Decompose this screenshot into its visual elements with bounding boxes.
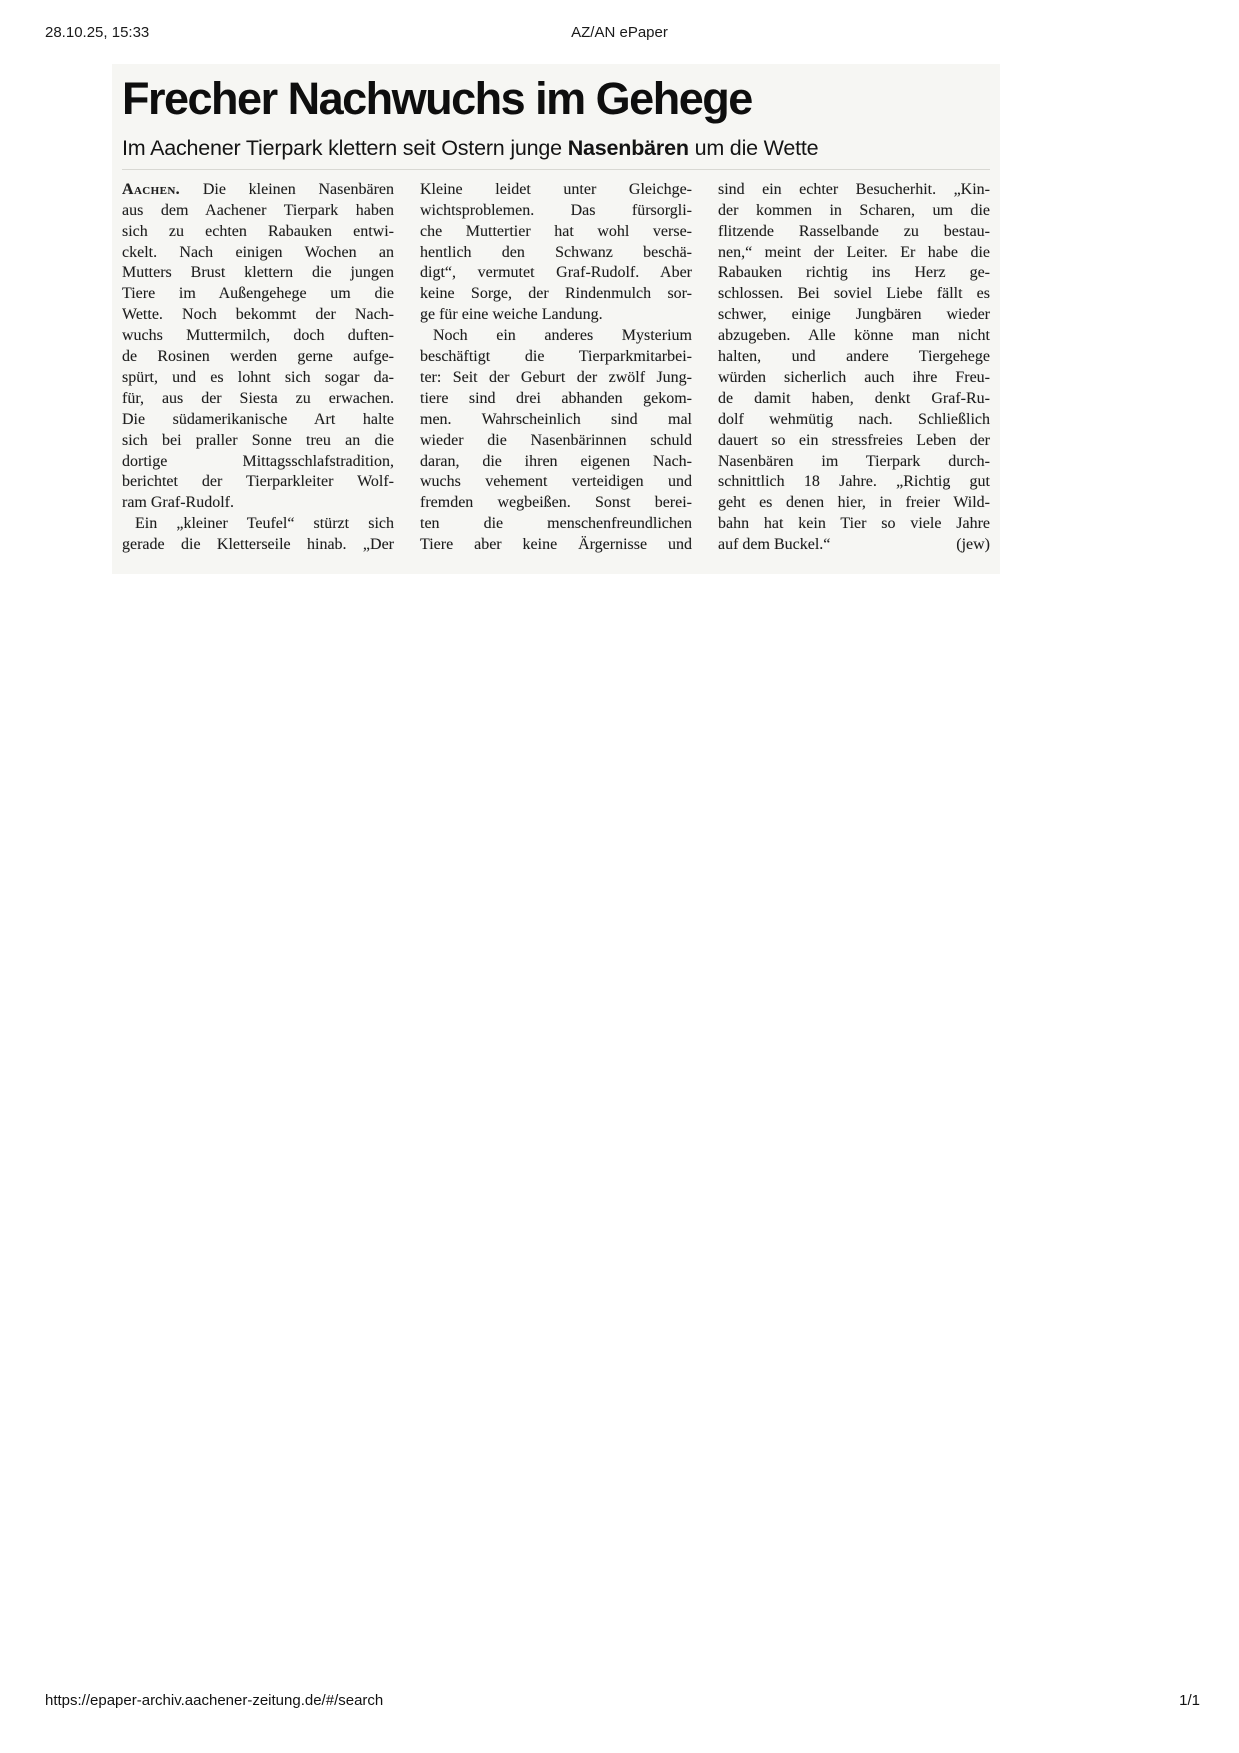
subheadline-text-post: um die Wette [688,135,819,160]
article-line: Rabauken richtig ins Herz ge- [718,264,990,282]
article-line: Wette. Noch bekommt der Nach- [122,306,394,324]
article-line: fremden wegbeißen. Sonst berei- [420,494,692,512]
page-number: 1/1 [1179,1692,1200,1709]
subheadline-text-pre: Im Aachener Tierpark klettern seit Ostern junge [122,135,568,160]
article-line: wuchs vehement verteidigen und [420,473,692,491]
article-line: wichtsproblemen. Das fürsorgli- [420,201,692,219]
article-line: keine Sorge, der Rindenmulch sor- [420,285,692,303]
article-headline: Frecher Nachwuchs im Gehege [122,73,752,124]
article-line: Ein „kleiner Teufel“ stürzt sich [135,515,394,533]
article-line: ten die menschenfreundlichen [420,515,692,533]
article-line: de Rosinen werden gerne aufge- [122,348,394,366]
article-line: spürt, und es lohnt sich sogar da- [122,368,394,386]
article-line: flitzende Rasselbande zu bestau- [718,222,990,240]
article-line: Aachen. Die kleinen Nasenbären [122,180,394,198]
article-line [718,535,990,556]
article-column-2 [420,180,692,556]
article-column-3 [718,180,990,556]
article-line: Mutters Brust klettern die jungen [122,264,394,282]
print-datetime: 28.10.25, 15:33 [45,24,150,41]
article-line-text: auf dem Buckel.“ [718,536,831,554]
article-line: dauert so ein stressfreies Leben der [718,431,990,449]
source-url: https://epaper-archiv.aachener-zeitung.de/#/search [45,1692,384,1709]
article-line: digt“, vermutet Graf-Rudolf. Aber [420,264,692,282]
article-line: sind ein echter Besucherhit. „Kin- [718,180,990,198]
article-line: dortige Mittagsschlafstradition, [122,452,394,470]
article-line: der kommen in Scharen, um die [718,201,990,219]
article-line: daran, die ihren eigenen Nach- [420,452,692,470]
article-line: ge für eine weiche Landung. [420,306,603,324]
article-clipping [112,64,1000,574]
article-line: nen,“ meint der Leiter. Er habe die [718,243,990,261]
article-line: ram Graf-Rudolf. [122,494,234,512]
article-line: hentlich den Schwanz beschä- [420,243,692,261]
article-line: abzugeben. Alle könne man nicht [718,327,990,345]
article-line: dolf wehmütig nach. Schließlich [718,410,990,428]
article-line: men. Wahrscheinlich sind mal [420,410,692,428]
article-line: beschäftigt die Tierparkmitarbei- [420,348,692,366]
article-line: für, aus der Siesta zu erwachen. [122,389,394,407]
subheadline-keyword: Nasenbären [567,135,689,160]
article-column-1 [122,180,394,556]
article-line: aus dem Aachener Tierpark haben [122,201,394,219]
article-line: sich zu echten Rabauken entwi- [122,222,394,240]
article-line: wieder die Nasenbärinnen schuld [420,431,692,449]
article-line: Noch ein anderes Mysterium [433,327,692,345]
article-line: che Muttertier hat wohl verse- [420,222,692,240]
article-line: Kleine leidet unter Gleichge- [420,180,692,198]
article-line: schnittlich 18 Jahre. „Richtig gut [718,473,990,491]
article-line: sich bei praller Sonne treu an die [122,431,394,449]
dateline: Aachen. [122,180,181,198]
article-line: Tiere aber keine Ärgernisse und [420,536,692,554]
article-line: berichtet der Tierparkleiter Wolf- [122,473,394,491]
article-line: bahn hat kein Tier so viele Jahre [718,515,990,533]
article-line: geht es denen hier, in freier Wild- [718,494,990,512]
article-body [122,180,990,556]
article-line: gerade die Kletterseile hinab. „Der [122,536,394,554]
article-line: ter: Seit der Geburt der zwölf Jung- [420,368,692,386]
article-line: halten, und andere Tiergehege [718,348,990,366]
article-subheadline [122,136,990,170]
article-line: schwer, einige Jungbären wieder [718,306,990,324]
article-line: ckelt. Nach einigen Wochen an [122,243,394,261]
article-line: Nasenbären im Tierpark durch- [718,452,990,470]
article-line: würden sicherlich auch ihre Freu- [718,368,990,386]
epaper-title: AZ/AN ePaper [571,24,668,41]
article-line: tiere sind drei abhanden gekom- [420,389,692,407]
article-line: schlossen. Bei soviel Liebe fällt es [718,285,990,303]
author-initials: (jew) [956,536,990,554]
article-line: Die südamerikanische Art halte [122,410,394,428]
article-line: Tiere im Außengehege um die [122,285,394,303]
article-line: de damit haben, denkt Graf-Ru- [718,389,990,407]
article-line: wuchs Muttermilch, doch duften- [122,327,394,345]
